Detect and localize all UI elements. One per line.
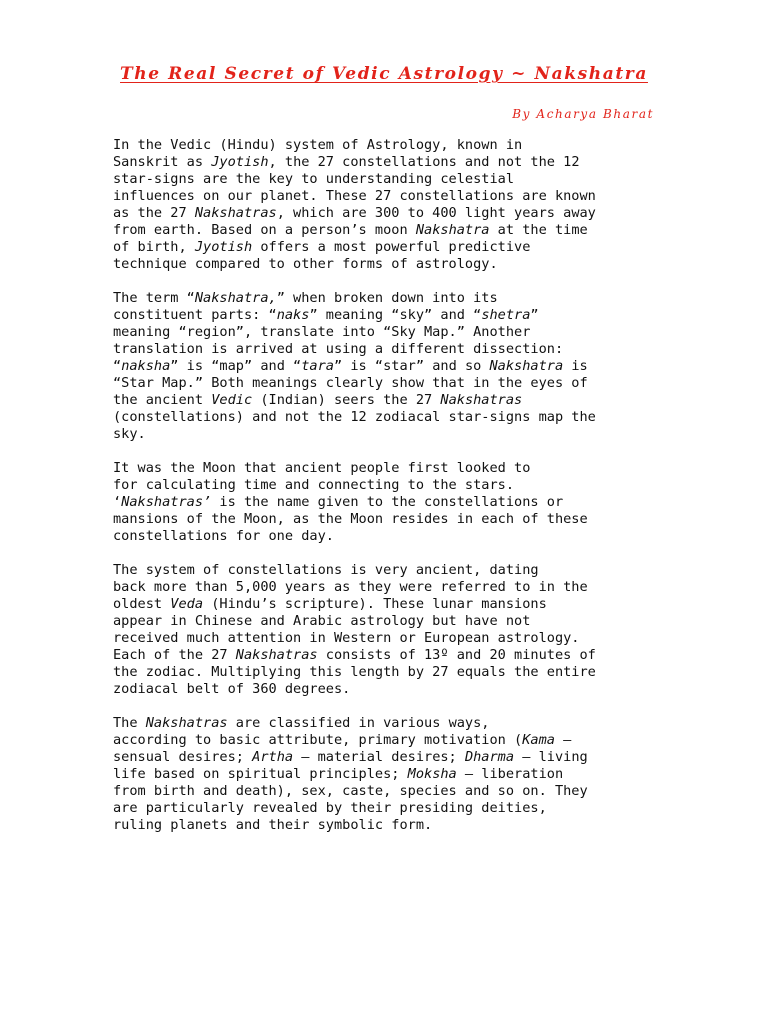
paragraph <box>113 290 668 443</box>
text-segment: Each of the 27 <box>113 647 236 663</box>
text-segment: meaning “region”, translate into “Sky Map.” Another <box>113 324 531 340</box>
text-segment: , the 27 constellations and not the 12 <box>268 154 580 170</box>
text-segment: ruling planets and their symbolic form. <box>113 817 433 833</box>
text-line <box>113 528 668 545</box>
text-segment: , which are 300 to 400 light years away <box>276 205 596 221</box>
text-segment: at the time <box>489 222 588 238</box>
italic-term: Artha <box>252 749 294 765</box>
text-line <box>113 256 668 273</box>
text-segment: translation is arrived at using a different dissection: <box>113 341 564 357</box>
italic-term: Nakshatra <box>489 358 564 374</box>
text-segment: the ancient <box>113 392 212 408</box>
text-segment: star-signs are the key to understanding celestial <box>113 171 515 187</box>
text-segment: from earth. Based on a person’s moon <box>113 222 416 238</box>
text-line <box>113 171 668 188</box>
text-segment: – liberation <box>456 766 564 782</box>
italic-term: Kama <box>522 732 555 748</box>
italic-term: Jyotish <box>211 154 269 170</box>
author-byline: By Acharya Bharat <box>512 107 654 121</box>
text-line <box>113 154 668 171</box>
text-segment: zodiacal belt of 360 degrees. <box>113 681 351 697</box>
text-segment: consists of 13º and 20 minutes of <box>317 647 596 663</box>
text-line <box>113 613 668 630</box>
text-segment: – living <box>514 749 588 765</box>
text-segment: is <box>563 358 588 374</box>
italic-term: Moksha <box>407 766 457 782</box>
text-segment: are classified in various ways, <box>227 715 490 731</box>
text-segment: Sanskrit as <box>113 154 212 170</box>
text-segment: In the Vedic (Hindu) system of Astrology, known in <box>113 137 523 153</box>
italic-term: naksha <box>121 358 171 374</box>
text-segment: appear in Chinese and Arabic astrology but have not <box>113 613 531 629</box>
text-segment: ” is “star” and so <box>334 358 490 374</box>
document-title <box>0 64 768 84</box>
italic-term: Veda <box>170 596 204 612</box>
text-segment: The system of constellations is very ancient, dating <box>113 562 539 578</box>
text-line <box>113 596 668 613</box>
text-line <box>113 800 668 817</box>
text-line <box>113 341 668 358</box>
text-segment: for calculating time and connecting to the stars. <box>113 477 515 493</box>
italic-term: Nakshatras <box>145 715 228 731</box>
text-line <box>113 494 668 511</box>
paragraph <box>113 562 668 698</box>
italic-term: Nakshatras <box>440 392 523 408</box>
paragraph <box>113 715 668 834</box>
text-line <box>113 290 668 307</box>
text-line <box>113 188 668 205</box>
text-segment: mansions of the Moon, as the Moon resides in each of these <box>113 511 588 527</box>
text-segment: ” meaning “sky” and “ <box>309 307 482 323</box>
italic-term: shetra <box>481 307 531 323</box>
text-line <box>113 409 668 426</box>
text-segment: are particularly revealed by their presiding deities, <box>113 800 547 816</box>
italic-term: tara <box>301 358 334 374</box>
paragraph <box>113 460 668 545</box>
text-segment: back more than 5,000 years as they were referred to in the <box>113 579 588 595</box>
text-segment: ” is “map” and “ <box>170 358 302 374</box>
text-segment: technique compared to other forms of astrology. <box>113 256 498 272</box>
text-segment: The <box>113 715 146 731</box>
text-line <box>113 749 668 766</box>
text-segment: It was the Moon that ancient people first looked to <box>113 460 531 476</box>
italic-term: Nakshatras <box>235 647 318 663</box>
text-segment: from birth and death), sex, caste, species and so on. They <box>113 783 588 799</box>
italic-term: Nakshatras <box>194 205 277 221</box>
text-segment: received much attention in Western or European astrology. <box>113 630 580 646</box>
italic-term: Nakshatra <box>415 222 490 238</box>
text-line <box>113 732 668 749</box>
text-segment: ” when broken down into its <box>276 290 498 306</box>
text-segment: offers a most powerful predictive <box>252 239 531 255</box>
text-line <box>113 358 668 375</box>
article-body <box>113 137 668 851</box>
italic-term: naks <box>276 307 310 323</box>
text-line <box>113 511 668 528</box>
text-segment: (Hindu’s scripture). These lunar mansions <box>203 596 547 612</box>
text-segment: influences on our planet. These 27 constellations are known <box>113 188 596 204</box>
text-line <box>113 715 668 732</box>
text-line <box>113 375 668 392</box>
text-line <box>113 205 668 222</box>
text-segment: ‘ <box>113 494 122 510</box>
text-segment: ” <box>530 307 539 323</box>
text-line <box>113 681 668 698</box>
text-line <box>113 239 668 256</box>
italic-term: Dharma <box>464 749 515 765</box>
text-line <box>113 783 668 800</box>
text-segment: “Star Map.” Both meanings clearly show that in the eyes of <box>113 375 588 391</box>
text-line <box>113 579 668 596</box>
text-segment: the zodiac. Multiplying this length by 27 equals the entire <box>113 664 596 680</box>
text-segment: oldest <box>113 596 171 612</box>
text-segment: constellations for one day. <box>113 528 334 544</box>
italic-term: Nakshatra, <box>194 290 277 306</box>
text-segment: – material desires; <box>293 749 465 765</box>
text-line <box>113 766 668 783</box>
text-segment: life based on spiritual principles; <box>113 766 408 782</box>
text-line <box>113 477 668 494</box>
text-line <box>113 817 668 834</box>
text-line <box>113 307 668 324</box>
text-segment: – <box>554 732 572 748</box>
italic-term: Vedic <box>211 392 253 408</box>
text-line <box>113 222 668 239</box>
text-line <box>113 630 668 647</box>
text-segment: sky. <box>113 426 146 442</box>
italic-term: Jyotish <box>194 239 253 255</box>
text-segment: is the name given to the constellations or <box>211 494 564 510</box>
text-line <box>113 426 668 443</box>
text-segment: The term “ <box>113 290 195 306</box>
text-segment: constituent parts: “ <box>113 307 277 323</box>
text-segment: as the 27 <box>113 205 195 221</box>
text-line <box>113 460 668 477</box>
text-line <box>113 647 668 664</box>
text-segment: according to basic attribute, primary motivation ( <box>113 732 523 748</box>
text-segment: “ <box>113 358 122 374</box>
text-segment: sensual desires; <box>113 749 253 765</box>
text-line <box>113 562 668 579</box>
text-segment: (constellations) and not the 12 zodiacal star-signs map the <box>113 409 596 425</box>
italic-term: Nakshatras’ <box>121 494 212 510</box>
document-title-text: The Real Secret of Vedic Astrology ~ Nakshatra <box>120 64 648 84</box>
text-line <box>113 324 668 341</box>
text-line <box>113 664 668 681</box>
text-line <box>113 392 668 409</box>
text-line <box>113 137 668 154</box>
text-segment: (Indian) seers the 27 <box>252 392 441 408</box>
text-segment: of birth, <box>113 239 195 255</box>
paragraph <box>113 137 668 273</box>
